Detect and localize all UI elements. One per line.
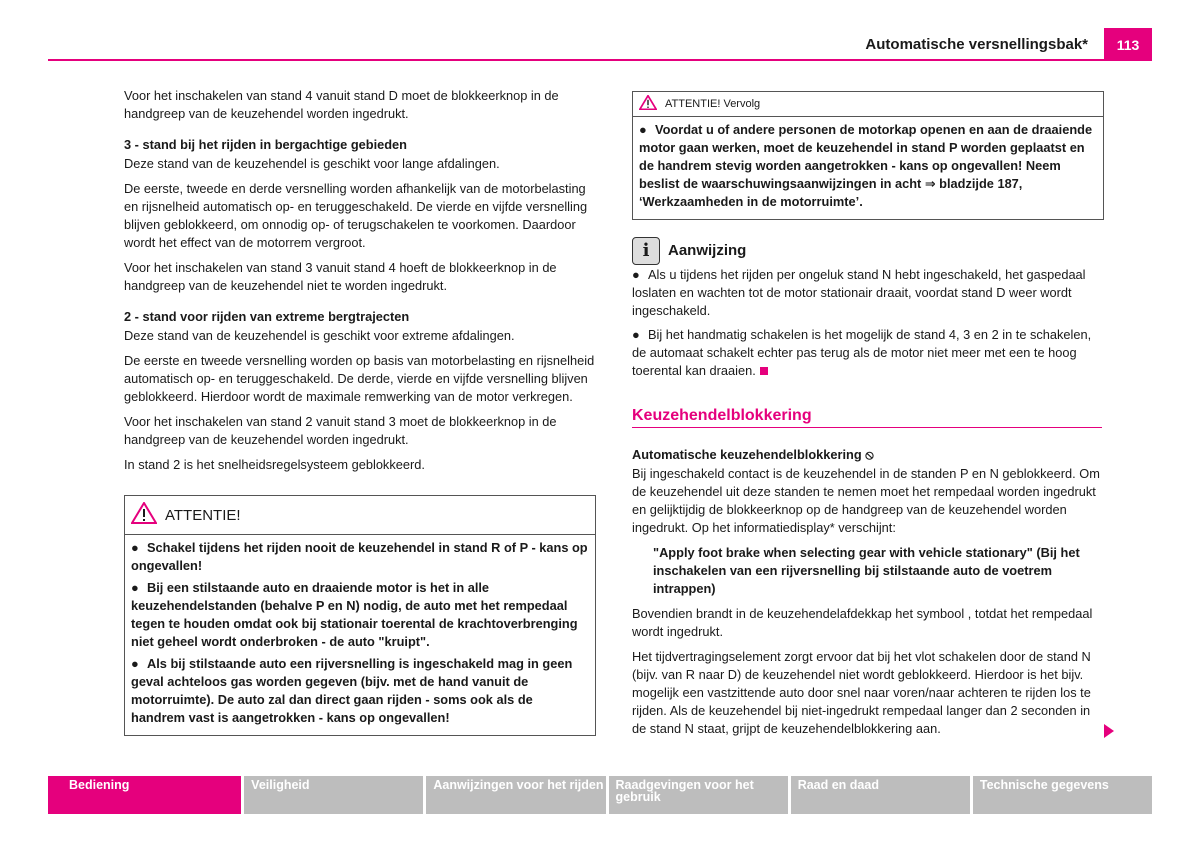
- left-column: [124, 87, 596, 481]
- display-message: "Apply foot brake when selecting gear with vehicle stationary" (Bij het inschakelen van een rijversnelling bij stilstaande auto de voetrem intrappen): [653, 545, 1080, 596]
- brake-symbol-icon: ⦸: [865, 447, 874, 462]
- next-page-arrow-icon[interactable]: [1104, 724, 1114, 738]
- warning-triangle-icon: [639, 95, 657, 113]
- chapter-navigation: [48, 776, 1152, 814]
- nav-tab-veiligheid[interactable]: Veiligheid: [244, 776, 423, 814]
- subheading-stand-3: 3 - stand bij het rijden in bergachtige gebieden: [124, 137, 407, 152]
- bullet-icon: ●: [131, 540, 139, 555]
- warning-header: [633, 92, 1103, 117]
- subheading: Automatische keuzehendelblokkering ⦸: [632, 447, 874, 462]
- paragraph: Bij ingeschakeld contact is de keuzehendel in de standen P en N geblokkeerd. Om de keuzehendel uit deze standen te nemen moet het rempedaal worden ingedrukt en gelijktijdig de blokkeerknop op de handgreep van de keuzehendel worden ingedrukt. Op het informatiedisplay* verschijnt:: [632, 466, 1100, 535]
- warning-title: ATTENTIE! Vervolg: [665, 98, 761, 110]
- warning-item: ● Schakel tijdens het rijden nooit de keuzehendel in stand R of P - kans op ongevallen!: [131, 540, 588, 573]
- paragraph: In stand 2 is het snelheidsregelsysteem geblokkeerd.: [124, 457, 425, 472]
- note-title: Aanwijzing: [668, 242, 747, 259]
- paragraph: Het tijdvertragingselement zorgt ervoor dat bij het vlot schakelen door de stand N (bijv. van R naar D) de keuzehendel niet wordt geblokkeerd. Hierdoor is het bijv. mogelijk een vastzittende auto door snel naar voren/naar achteren te rijden los te rijden. Als de keuzehendel bij niet-ingedrukt rempedaal langer dan 2 seconden in de stand N staat, grijpt de keuzehendelblokkering aan.: [632, 649, 1091, 736]
- warning-header: [125, 496, 595, 535]
- nav-tab-raad-en-daad[interactable]: Raad en daad: [791, 776, 970, 814]
- note-item: ● Als u tijdens het rijden per ongeluk stand N hebt ingeschakeld, het gaspedaal loslaten en wachten tot de motor stationair draait, voordat stand D weer wordt ingeschakeld.: [632, 267, 1086, 318]
- attentie-warning-box: [124, 495, 596, 736]
- note-item: ● Bij het handmatig schakelen is het mogelijk de stand 4, 3 en 2 in te schakelen, de automaat schakelt echter pas terug als de motor niet meer met een te hoog toerental kan draaien.: [632, 327, 1092, 378]
- end-of-section-icon: [760, 367, 768, 375]
- warning-item: ● Als bij stilstaande auto een rijversnelling is ingeschakeld mag in geen geval achteloos gas worden gegeven (bijv. met de hand vanuit de motorruimte). De auto zal dan direct gaan rijden - soms ook als de handrem vast is aangetrokken - kans op ongevallen!: [131, 656, 573, 725]
- running-header-title: Automatische versnellingsbak*: [865, 36, 1088, 53]
- paragraph: De eerste, tweede en derde versnelling worden afhankelijk van de motorbelasting en rijsnelheid automatisch op- en teruggeschakeld. De vierde en vijfde versnelling blijven geblokkeerd, om onnodig op- of terugschakelen te voorkomen. Daardoor wordt het effect van de motorrem vergroot.: [124, 181, 588, 250]
- paragraph: Bovendien brandt in de keuzehendelafdekkap het symbool , totdat het rempedaal wordt ingedrukt.: [632, 606, 1093, 639]
- warning-item: ● Bij een stilstaande auto en draaiende motor is het in alle keuzehendelstanden (behalve P en N) nodig, de auto met het rempedaal tegen te houden omdat ook bij stationair toerental de krachtoverbrenging niet geheel wordt onderbroken - de auto "kruipt".: [131, 580, 578, 649]
- bullet-icon: ●: [131, 580, 139, 595]
- paragraph: Deze stand van de keuzehendel is geschikt voor extreme afdalingen.: [124, 328, 515, 343]
- paragraph: Voor het inschakelen van stand 2 vanuit stand 3 moet de blokkeerknop in de handgreep van de keuzehendel worden ingedrukt.: [124, 414, 557, 447]
- note-block: [632, 236, 1102, 386]
- section-title: Keuzehendelblokkering: [632, 407, 1102, 428]
- attentie-vervolg-box: [632, 91, 1104, 220]
- warning-title: ATTENTIE!: [165, 506, 241, 524]
- bullet-icon: ●: [131, 656, 139, 671]
- warning-item: ● Voordat u of andere personen de motorkap openen en aan de draaiende motor gaan werken, moet de keuzehendel in stand P worden geplaatst en de handrem stevig worden aangetrokken - kans op ongevallen! Neem beslist de waarschuwingsaanwijzingen in acht ⇒ bladzijde 187, ‘Werkzaamheden in de motorruimte’.: [639, 122, 1093, 209]
- header-rule: [48, 59, 1152, 61]
- bullet-icon: ●: [632, 327, 640, 342]
- subheading-stand-2: 2 - stand voor rijden van extreme bergtrajecten: [124, 309, 410, 324]
- info-i-icon: i: [632, 237, 660, 265]
- nav-tab-bediening[interactable]: Bediening: [48, 776, 241, 814]
- warning-triangle-icon: [131, 502, 157, 528]
- paragraph: Voor het inschakelen van stand 3 vanuit stand 4 hoeft de blokkeerknop in de handgreep van de keuzehendel niet te worden ingedrukt.: [124, 260, 557, 293]
- nav-tab-raadgevingen[interactable]: Raadgevingen voor het gebruik: [609, 776, 788, 814]
- nav-tab-technische-gegevens[interactable]: Technische gegevens: [973, 776, 1152, 814]
- paragraph: Deze stand van de keuzehendel is geschikt voor lange afdalingen.: [124, 156, 500, 171]
- paragraph: De eerste en tweede versnelling worden op basis van motorbelasting en rijsnelheid automatisch op- en teruggeschakeld. De derde, vierde en vijfde versnelling blijven geblokkeerd. Hierdoor wordt de maximale remwerking van de motor verkregen.: [124, 353, 595, 404]
- note-header: [632, 236, 1102, 266]
- bullet-icon: ●: [639, 122, 647, 137]
- page-number: 113: [1104, 28, 1152, 60]
- bullet-icon: ●: [632, 267, 640, 282]
- section-body: [632, 446, 1104, 745]
- nav-tab-aanwijzingen[interactable]: Aanwijzingen voor het rijden: [426, 776, 605, 814]
- paragraph-stand-4: Voor het inschakelen van stand 4 vanuit stand D moet de blokkeerknop in de handgreep van de keuzehendel worden ingedrukt.: [124, 88, 559, 121]
